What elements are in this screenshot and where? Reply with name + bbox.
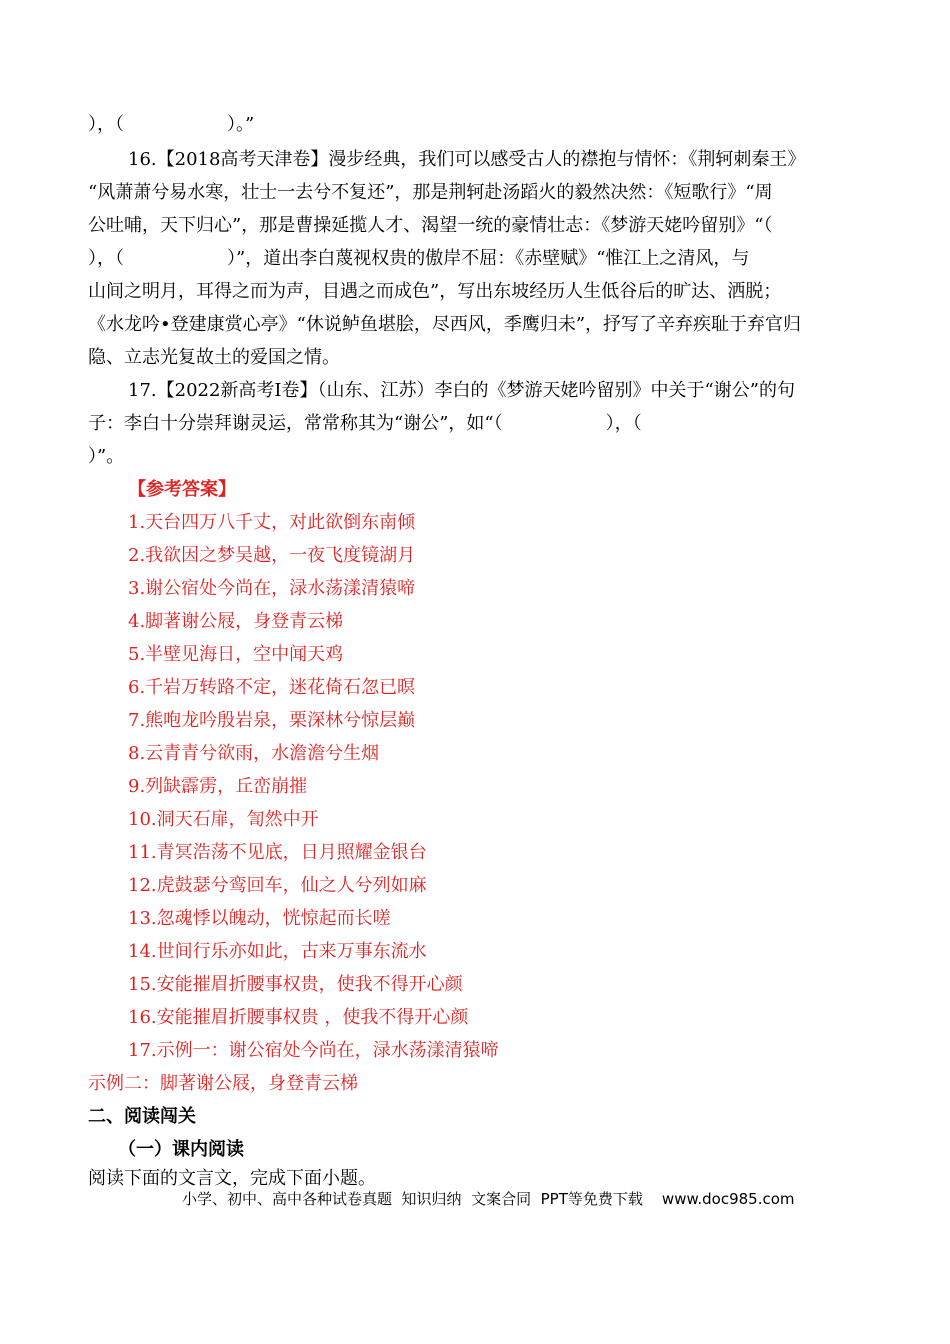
answer-item: 9.列缺霹雳，丘峦崩摧 (128, 776, 308, 797)
answer-item: 16.安能摧眉折腰事权贵 ，使我不得开心颜 (128, 1007, 469, 1028)
q16-line-1: 16.【2018高考天津卷】漫步经典，我们可以感受古人的襟抱与情怀：《荆轲刺秦王》 (128, 149, 806, 170)
q16-line-7: 隐、立志光复故土的爱国之情。 (88, 347, 340, 368)
q16-line-5: 山间之明月，耳得之而为声，目遇之而成色”，写出东坡经历人生低谷后的旷达、洒脱； (88, 281, 782, 302)
answer-item: 2.我欲因之梦吴越，一夜飞度镜湖月 (128, 545, 416, 566)
instruction-text: 阅读下面的文言文，完成下面小题。 (88, 1168, 376, 1189)
section-heading: 二、阅读闯关 (88, 1106, 196, 1127)
answer-item: 示例二：脚著谢公屐，身登青云梯 (88, 1073, 358, 1094)
answer-item: 6.千岩万转路不定，迷花倚石忽已暝 (128, 677, 416, 698)
q15-tail: ），（ ）。” (88, 114, 255, 135)
answer-item: 13.忽魂悸以魄动，恍惊起而长嗟 (128, 908, 391, 929)
answer-item: 4.脚著谢公屐，身登青云梯 (128, 611, 344, 632)
q16-line-3: 公吐哺，天下归心”，那是曹操延揽人才、渴望一统的豪情壮志：《梦游天姥吟留别》“（ (88, 215, 773, 236)
answers-heading: 【参考答案】 (128, 479, 236, 500)
answer-item: 10.洞天石扉，訇然中开 (128, 809, 319, 830)
answer-item: 7.熊咆龙吟殷岩泉，栗深林兮惊层巅 (128, 710, 416, 731)
q16-line-2: “风萧萧兮易水寒，壮士一去兮不复还”，那是荆轲赴汤蹈火的毅然决然：《短歌行》“周 (88, 182, 773, 203)
answer-item: 8.云青青兮欲雨，水澹澹兮生烟 (128, 743, 380, 764)
answer-item: 15.安能摧眉折腰事权贵，使我不得开心颜 (128, 974, 463, 995)
answer-item: 12.虎鼓瑟兮鸾回车，仙之人兮列如麻 (128, 875, 427, 896)
answer-item: 5.半壁见海日，空中闻天鸡 (128, 644, 344, 665)
q16-line-4: ），（ ）”，道出李白蔑视权贵的傲岸不屈：《赤壁赋》“惟江上之清风，与 (88, 248, 750, 269)
answer-item: 1.天台四万八千丈，对此欲倒东南倾 (128, 512, 416, 533)
page-footer: 小学、初中、高中各种试卷真题 知识归纳 文案合同 PPT等免费下载 www.doc985.com (182, 1190, 795, 1208)
q17-line-2: 子：李白十分崇拜谢灵运，常常称其为“谢公”，如“（ ），（ (88, 413, 642, 434)
answer-item: 11.青冥浩荡不见底，日月照耀金银台 (128, 842, 427, 863)
answer-item: 17.示例一：谢公宿处今尚在，渌水荡漾清猿啼 (128, 1040, 499, 1061)
subsection-heading: （一）课内阅读 (118, 1139, 244, 1160)
answer-item: 3.谢公宿处今尚在，渌水荡漾清猿啼 (128, 578, 416, 599)
q16-line-6: 《水龙吟•登建康赏心亭》“休说鲈鱼堪脍，尽西风，季鹰归未”，抒写了辛弃疾耻于弃官归 (88, 314, 802, 335)
q17-line-1: 17.【2022新高考Ⅰ卷】（山东、江苏）李白的《梦游天姥吟留别》中关于“谢公”的句 (128, 380, 795, 401)
answer-item: 14.世间行乐亦如此，古来万事东流水 (128, 941, 427, 962)
q17-line-3: ）”。 (88, 446, 125, 467)
